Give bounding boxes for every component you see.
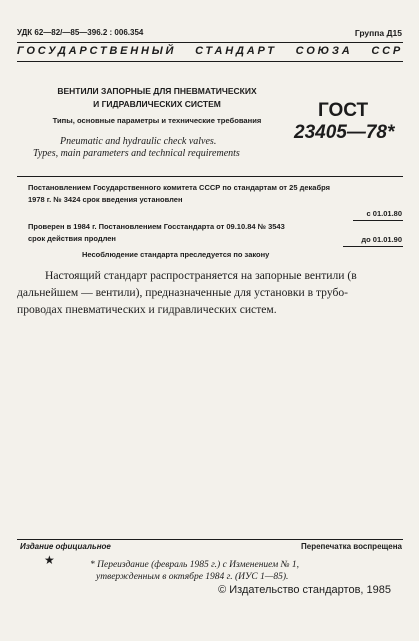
reprint-notice: Перепечатка воспрещена — [301, 542, 402, 551]
top-rule — [17, 42, 403, 43]
body-line2: дальнейшем — вентили), предназначенные для установки в трубо- — [17, 286, 349, 299]
group-code: Группа Д15 — [354, 28, 402, 38]
decree-line2: 1978 г. № 3424 срок введения установлен — [28, 195, 183, 204]
title-ru-line1: ВЕНТИЛИ ЗАПОРНЫЕ ДЛЯ ПНЕВМАТИЧЕСКИХ — [57, 86, 257, 96]
decree-line1: Постановлением Государственного комитета СССР по стандартам от 25 декабря — [28, 183, 330, 192]
title-en-line1: Pneumatic and hydraulic check valves. — [60, 136, 217, 147]
banner-title: ГОСУДАРСТВЕННЫЙ СТАНДАРТ СОЮЗА ССР — [17, 45, 403, 57]
date1-underline — [353, 220, 403, 221]
title-ru-subtitle: Типы, основные параметры и технические требования — [52, 116, 262, 125]
decree-line4: срок действия продлен — [28, 234, 116, 243]
title-en-line2: Types, main parameters and technical requirements — [33, 148, 240, 159]
date2-underline — [343, 246, 403, 247]
body-line3: проводах пневматических и гидравлических систем. — [17, 303, 277, 316]
reissue-line1: * Переиздание (февраль 1985 г.) с Изменением № 1, — [90, 560, 300, 570]
udk-code: УДК 62—82/—85—396.2 : 006.354 — [17, 28, 144, 37]
body-line1: Настоящий стандарт распространяется на запорные вентили (в — [45, 269, 357, 282]
footer-rule — [17, 539, 403, 540]
banner-rule — [17, 61, 403, 62]
title-ru-line2: И ГИДРАВЛИЧЕСКИХ СИСТЕМ — [93, 99, 221, 109]
decree-date2: до 01.01.90 — [361, 235, 402, 244]
star-icon: ★ — [44, 553, 55, 567]
decree-date1: с 01.01.80 — [366, 209, 402, 218]
decree-line3: Проверен в 1984 г. Постановлением Госстандарта от 09.10.84 № 3543 — [28, 222, 285, 231]
gost-label: ГОСТ — [318, 100, 369, 121]
copyright: © Издательство стандартов, 1985 — [218, 584, 391, 596]
legal-notice: Несоблюдение стандарта преследуется по закону — [82, 250, 270, 259]
reissue-line2: утвержденным в октябре 1984 г. (ИУС 1—85). — [96, 572, 289, 582]
gost-number: 23405—78* — [294, 122, 395, 143]
official-edition: Издание официальное — [20, 542, 111, 551]
title-rule — [17, 176, 403, 177]
